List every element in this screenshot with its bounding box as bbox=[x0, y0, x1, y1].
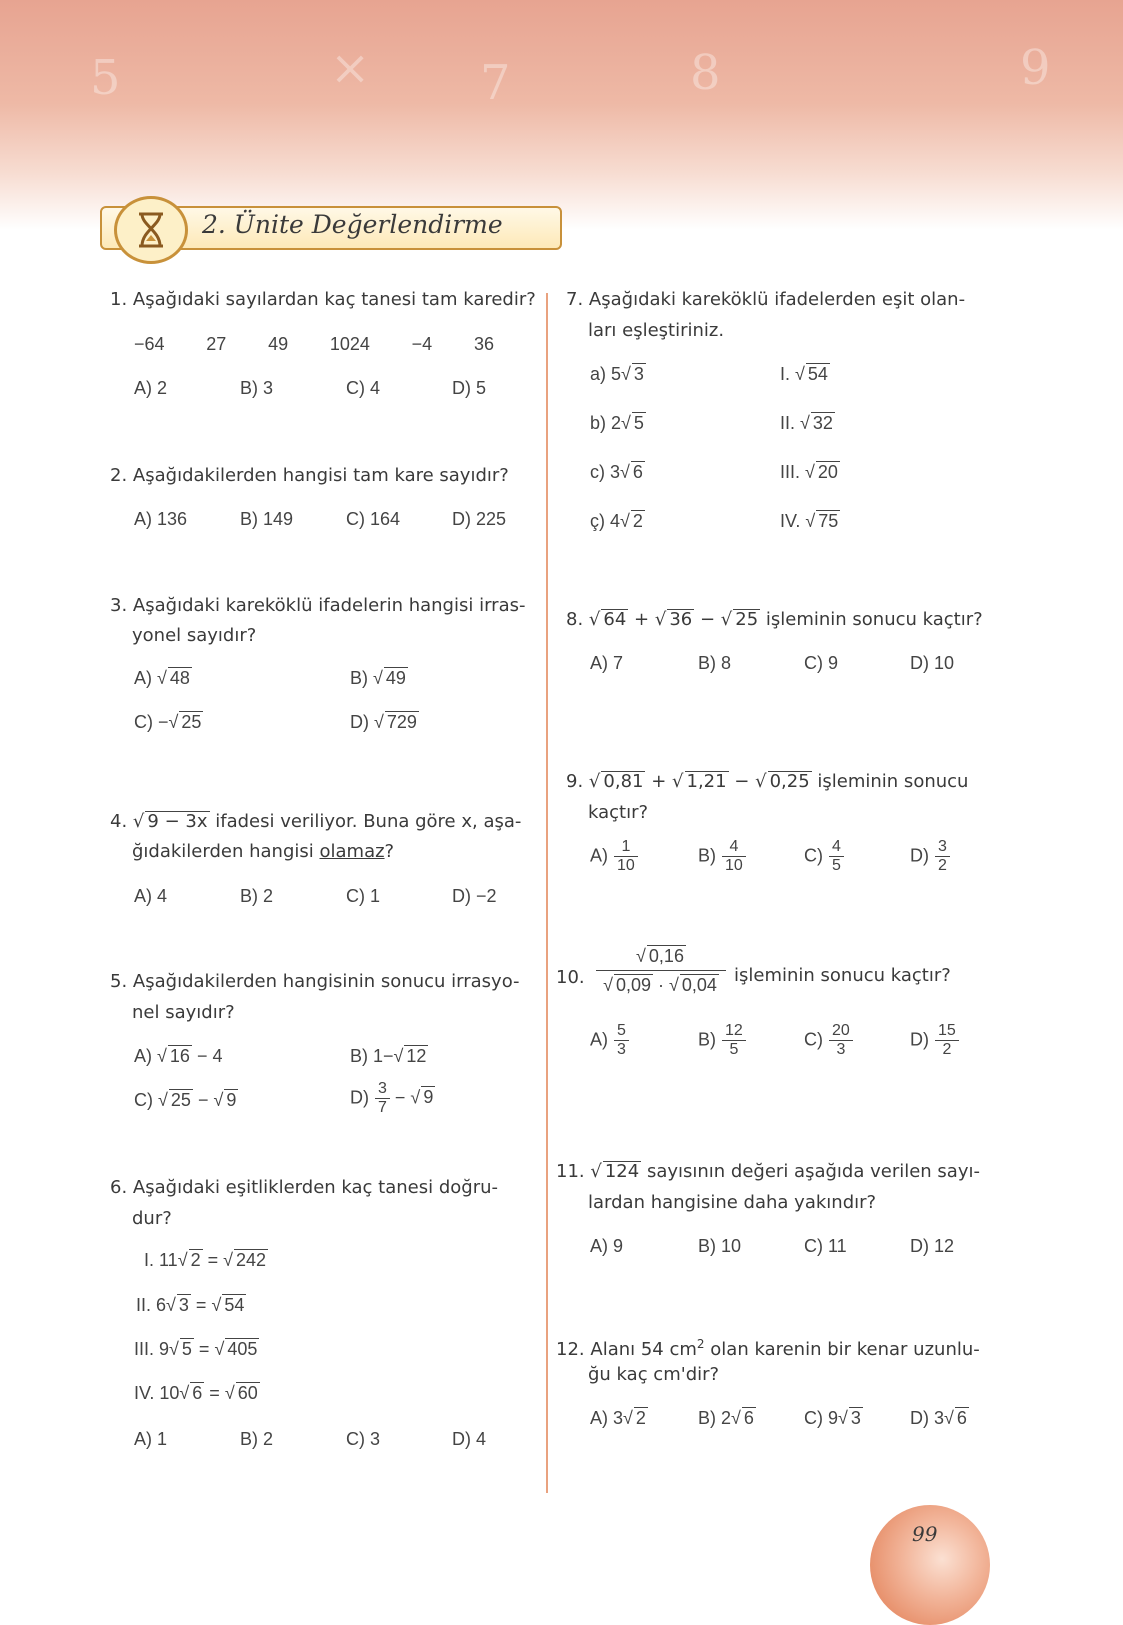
question-2 bbox=[110, 460, 509, 492]
option-c[interactable]: C) 11 bbox=[804, 1236, 847, 1256]
option-c[interactable]: C) 9√ 3 bbox=[804, 1408, 861, 1428]
header-background bbox=[0, 0, 1123, 230]
option-a[interactable] bbox=[590, 838, 638, 875]
option-a[interactable]: A) 3√ 2 bbox=[590, 1408, 646, 1428]
radicand: 0,09 bbox=[615, 975, 651, 995]
question-number: 9. bbox=[566, 771, 584, 792]
radicand: 49 bbox=[385, 668, 406, 688]
numerator: 3 bbox=[375, 1080, 390, 1099]
denominator: 10 bbox=[617, 857, 635, 874]
question-text-continued: lardan hangisine daha yakındır? bbox=[588, 1192, 877, 1213]
question-10-number: 10. bbox=[556, 967, 585, 988]
question-number: 6. bbox=[110, 1177, 128, 1198]
option-c[interactable]: C) 164 bbox=[346, 509, 401, 529]
denominator: 2 bbox=[938, 857, 947, 874]
option-b[interactable]: B) 2 bbox=[240, 886, 274, 906]
option-a[interactable]: A) 9 bbox=[590, 1236, 624, 1256]
question-3 bbox=[110, 590, 525, 622]
fraction bbox=[829, 1022, 853, 1059]
question-number: 7. bbox=[566, 289, 584, 310]
option-d[interactable]: D) −2 bbox=[452, 886, 497, 906]
fraction bbox=[722, 838, 746, 875]
option-b[interactable]: B) 149 bbox=[240, 509, 294, 529]
radicand: 9 bbox=[423, 1087, 434, 1108]
numerator: 4 bbox=[829, 838, 844, 857]
text-part: = bbox=[204, 1383, 225, 1403]
operator: + bbox=[645, 771, 673, 792]
question-6 bbox=[110, 1172, 498, 1204]
question-text-continued bbox=[132, 836, 394, 868]
page-number: 99 bbox=[912, 1522, 938, 1546]
superscript: 2 bbox=[696, 1337, 705, 1351]
question-10-fraction: √ 0,16 √ 0,09 · √ 0,04 bbox=[596, 944, 726, 997]
option-label: C) 9 bbox=[804, 1408, 839, 1428]
fraction bbox=[829, 838, 844, 875]
text-part: = bbox=[202, 1250, 224, 1270]
match-right-2[interactable]: II. √ 32 bbox=[780, 413, 833, 433]
value-list bbox=[134, 332, 494, 356]
radicand: 9 bbox=[226, 1090, 237, 1110]
option-a[interactable]: A) 136 bbox=[134, 509, 188, 529]
option-label: D) bbox=[350, 1087, 369, 1108]
denominator: 5 bbox=[729, 1041, 739, 1058]
operator: − bbox=[694, 609, 721, 630]
radicand: 6 bbox=[956, 1408, 967, 1428]
question-4: 4. √ 9 − 3x ifadesi veriliyor. Buna göre x, aşa- bbox=[110, 811, 522, 832]
match-right-3[interactable]: III. √ 20 bbox=[780, 462, 838, 482]
numerator: 15 bbox=[935, 1022, 959, 1041]
option-b[interactable]: B) 2√ 6 bbox=[698, 1408, 754, 1428]
question-text-continued: ğu kaç cm'dir? bbox=[588, 1364, 720, 1385]
option-b[interactable]: B) 3 bbox=[240, 378, 274, 398]
list-item: 36 bbox=[473, 334, 494, 354]
option-b[interactable]: B) 8 bbox=[698, 653, 732, 673]
question-8: 8. √ 64 + √ 36 − √ 25 işleminin sonucu kaçtır? bbox=[566, 609, 983, 630]
match-left-a[interactable]: a) 5√ 3 bbox=[590, 364, 644, 384]
background-digit-decoration: 9 bbox=[1020, 40, 1051, 96]
option-b[interactable]: B) 1−√ 12 bbox=[350, 1046, 427, 1066]
question-number: 8. bbox=[566, 609, 584, 630]
question-number: 5. bbox=[110, 971, 128, 992]
option-a[interactable] bbox=[590, 1022, 629, 1059]
statement-1: I. 11√ 2 = √ 242 bbox=[144, 1250, 267, 1270]
option-label: ç) 4 bbox=[590, 511, 621, 531]
radicand: 5 bbox=[633, 413, 644, 433]
radicand: 64 bbox=[603, 609, 627, 630]
question-text: işleminin sonucu kaçtır? bbox=[734, 965, 951, 986]
option-d[interactable]: D) 3√ 6 bbox=[910, 1408, 967, 1428]
option-c[interactable]: C) 9 bbox=[804, 653, 839, 673]
question-7 bbox=[566, 284, 965, 316]
option-c[interactable] bbox=[804, 838, 844, 875]
question-number: 3. bbox=[110, 595, 128, 616]
option-d[interactable]: D) $\frac{3}{7}$ − √ 9 bbox=[350, 1080, 434, 1116]
question-number: 12. bbox=[556, 1339, 585, 1360]
option-label: C) bbox=[804, 1029, 823, 1050]
numerator: 5 bbox=[614, 1022, 629, 1041]
option-label: c) 3 bbox=[590, 462, 621, 482]
option-label: D) bbox=[350, 712, 369, 732]
radicand: 3 bbox=[633, 364, 644, 384]
option-d[interactable] bbox=[910, 838, 950, 875]
radicand: 54 bbox=[224, 1295, 245, 1315]
option-label: I. bbox=[780, 364, 791, 384]
numerator: 20 bbox=[829, 1022, 853, 1041]
operator: · bbox=[653, 975, 669, 995]
radicand: 16 bbox=[169, 1046, 190, 1066]
option-b[interactable] bbox=[698, 838, 746, 875]
option-c[interactable]: C) −√ 25 bbox=[134, 712, 202, 732]
list-item: −4 bbox=[411, 334, 433, 354]
list-item: −64 bbox=[134, 334, 165, 354]
option-label: A) bbox=[134, 668, 152, 688]
numerator: 1 bbox=[614, 838, 638, 857]
option-d[interactable]: D) 12 bbox=[910, 1236, 955, 1256]
match-left-b[interactable]: b) 2√ 5 bbox=[590, 413, 644, 433]
option-label: b) 2 bbox=[590, 413, 622, 433]
option-label: IV. bbox=[780, 511, 801, 531]
text-part: ? bbox=[384, 841, 395, 862]
option-label: B) 2 bbox=[698, 1408, 732, 1428]
option-label: a) 5 bbox=[590, 364, 622, 384]
question-1 bbox=[110, 284, 536, 316]
option-label: A) 3 bbox=[590, 1408, 624, 1428]
statement-2: II. 6√ 3 = √ 54 bbox=[136, 1295, 245, 1315]
radicand: 2 bbox=[632, 511, 643, 531]
fraction bbox=[722, 1022, 746, 1059]
radicand: 242 bbox=[236, 1250, 267, 1270]
option-label: D) 3 bbox=[910, 1408, 945, 1428]
option-label: A) bbox=[134, 1046, 152, 1066]
option-label: A) bbox=[590, 1029, 608, 1050]
text-part: − 4 bbox=[191, 1046, 223, 1066]
numerator: 12 bbox=[722, 1022, 746, 1041]
page-title: 2. Ünite Değerlendirme bbox=[202, 210, 503, 239]
background-digit-decoration: 7 bbox=[480, 55, 511, 111]
option-c[interactable]: C) √ 25 − √ 9 bbox=[134, 1090, 237, 1110]
radicand: 54 bbox=[807, 364, 828, 384]
radicand: 0,25 bbox=[769, 771, 810, 792]
question-text: Alanı 54 cm bbox=[590, 1339, 697, 1360]
option-label: B) bbox=[350, 668, 368, 688]
radicand: 124 bbox=[604, 1161, 640, 1182]
fraction bbox=[935, 1022, 959, 1059]
radicand: 25 bbox=[170, 1090, 191, 1110]
option-b[interactable] bbox=[698, 1022, 746, 1059]
radicand: 6 bbox=[743, 1408, 754, 1428]
option-b[interactable]: B) 10 bbox=[698, 1236, 742, 1256]
text-part: = bbox=[190, 1295, 212, 1315]
radicand: 2 bbox=[190, 1250, 201, 1270]
option-label: II. bbox=[780, 413, 796, 433]
radicand: 1,21 bbox=[686, 771, 727, 792]
option-a[interactable]: A) √ 48 bbox=[134, 668, 190, 688]
radicand: 729 bbox=[386, 712, 417, 732]
question-text: sayısının değeri aşağıda verilen sayı- bbox=[646, 1161, 980, 1182]
statement-4: IV. 10√ 6 = √ 60 bbox=[134, 1383, 258, 1403]
radicand: 2 bbox=[635, 1408, 646, 1428]
hourglass-icon bbox=[114, 196, 188, 264]
option-d[interactable]: D) 10 bbox=[910, 653, 955, 673]
question-text: Aşağıdaki kareköklü ifadelerden eşit olan- bbox=[588, 289, 966, 310]
radicand: 48 bbox=[169, 668, 190, 688]
option-d[interactable]: D) 5 bbox=[452, 378, 487, 398]
operator: − bbox=[728, 771, 756, 792]
background-digit-decoration: × bbox=[330, 40, 371, 96]
numerator: 3 bbox=[935, 838, 950, 857]
radicand: 5 bbox=[181, 1339, 192, 1359]
radicand: 60 bbox=[237, 1383, 258, 1403]
statement-label: IV. 10 bbox=[134, 1383, 180, 1403]
option-d[interactable]: D) 225 bbox=[452, 509, 507, 529]
option-label: D) bbox=[910, 1029, 929, 1050]
statement-label: II. 6 bbox=[136, 1295, 167, 1315]
fraction bbox=[935, 838, 950, 875]
option-a[interactable]: A) 1 bbox=[134, 1429, 168, 1449]
column-divider bbox=[546, 293, 548, 1493]
match-right-4[interactable]: IV. √ 75 bbox=[780, 511, 839, 531]
denominator: 7 bbox=[378, 1099, 387, 1116]
denominator: 3 bbox=[617, 1041, 626, 1058]
statement-label: I. 11 bbox=[144, 1250, 178, 1270]
denominator: 5 bbox=[832, 857, 841, 874]
numerator: 4 bbox=[722, 838, 746, 857]
match-left-d[interactable]: ç) 4√ 2 bbox=[590, 511, 643, 531]
option-a[interactable]: A) 2 bbox=[134, 378, 168, 398]
background-digit-decoration: 8 bbox=[690, 45, 721, 101]
radicand: 0,16 bbox=[648, 946, 684, 966]
option-label: B) bbox=[698, 845, 716, 866]
question-number: 1. bbox=[110, 289, 128, 310]
radicand: 6 bbox=[632, 462, 643, 482]
option-c[interactable]: C) 4 bbox=[346, 378, 381, 398]
radicand: 32 bbox=[812, 413, 833, 433]
fraction bbox=[375, 1080, 390, 1117]
question-text: işleminin sonucu bbox=[817, 771, 969, 792]
text-part: − bbox=[389, 1087, 411, 1108]
option-c[interactable]: C) 1 bbox=[346, 886, 381, 906]
text-part: = bbox=[193, 1339, 215, 1359]
radicand: 25 bbox=[181, 712, 202, 732]
option-a[interactable]: A) 7 bbox=[590, 653, 624, 673]
fraction bbox=[614, 838, 638, 875]
question-number: 4. bbox=[110, 811, 128, 832]
option-label: B) 1− bbox=[350, 1046, 394, 1066]
question-11: 11. √ 124 sayısının değeri aşağıda verilen sayı- bbox=[556, 1161, 980, 1182]
statement-3: III. 9√ 5 = √ 405 bbox=[134, 1339, 258, 1359]
question-number: 11. bbox=[556, 1161, 585, 1182]
question-text-continued: kaçtır? bbox=[588, 802, 649, 823]
question-text: Aşağıdakilerden hangisinin sonucu irrasyo- bbox=[132, 971, 520, 992]
option-label: C) − bbox=[134, 712, 169, 732]
text-part: − bbox=[192, 1090, 214, 1110]
question-9: 9. √ 0,81 + √ 1,21 − √ 0,25 işleminin sonucu bbox=[566, 771, 969, 792]
radicand: 3 bbox=[178, 1295, 189, 1315]
option-a[interactable]: A) √ 16 − 4 bbox=[134, 1046, 223, 1066]
radicand: 25 bbox=[735, 609, 759, 630]
operator: + bbox=[628, 609, 655, 630]
option-c[interactable]: C) 3 bbox=[346, 1429, 381, 1449]
option-label: D) bbox=[910, 845, 929, 866]
underlined-word: olamaz bbox=[319, 841, 385, 862]
question-text: Aşağıdaki kareköklü ifadelerin hangisi irras- bbox=[132, 595, 526, 616]
question-text: ifadesi veriliyor. Buna göre x, aşa- bbox=[215, 811, 522, 832]
list-item: 49 bbox=[268, 334, 289, 354]
option-d[interactable] bbox=[910, 1022, 959, 1059]
question-text: Aşağıdaki eşitliklerden kaç tanesi doğru- bbox=[132, 1177, 498, 1198]
question-text-continued: nel sayıdır? bbox=[132, 1002, 235, 1023]
option-c[interactable] bbox=[804, 1022, 853, 1059]
option-label: III. bbox=[780, 462, 801, 482]
match-left-c[interactable]: c) 3√ 6 bbox=[590, 462, 643, 482]
radicand: 20 bbox=[817, 462, 838, 482]
question-text: işleminin sonucu kaçtır? bbox=[765, 609, 983, 630]
question-text-continued: ları eşleştiriniz. bbox=[588, 320, 725, 341]
option-label: C) bbox=[134, 1090, 153, 1110]
option-label: A) bbox=[590, 845, 608, 866]
radicand: 9 − 3x bbox=[147, 811, 208, 832]
question-text-continued: dur? bbox=[132, 1208, 172, 1229]
question-text: olan karenin bir kenar uzunlu- bbox=[704, 1339, 980, 1360]
question-5 bbox=[110, 966, 520, 998]
list-item: 1024 bbox=[329, 334, 370, 354]
background-digit-decoration: 5 bbox=[90, 50, 121, 106]
option-a[interactable]: A) 4 bbox=[134, 886, 168, 906]
denominator: 3 bbox=[836, 1041, 846, 1058]
radicand: 75 bbox=[818, 511, 839, 531]
fraction bbox=[614, 1022, 629, 1059]
statement-label: III. 9 bbox=[134, 1339, 170, 1359]
option-b[interactable]: B) √ 49 bbox=[350, 668, 406, 688]
question-text: Aşağıdaki sayılardan kaç tanesi tam karedir? bbox=[132, 289, 536, 310]
option-label: C) bbox=[804, 845, 823, 866]
option-b[interactable]: B) 2 bbox=[240, 1429, 274, 1449]
radicand: 6 bbox=[192, 1383, 203, 1403]
radicand: 0,04 bbox=[681, 975, 717, 995]
denominator: 10 bbox=[725, 857, 743, 874]
radicand: 36 bbox=[669, 609, 693, 630]
radicand: 3 bbox=[850, 1408, 861, 1428]
text-part: ğıdakilerden hangisi bbox=[132, 841, 320, 862]
question-text: Aşağıdakilerden hangisi tam kare sayıdır? bbox=[132, 465, 509, 486]
option-d[interactable]: D) 4 bbox=[452, 1429, 487, 1449]
list-item: 27 bbox=[206, 334, 227, 354]
question-number: 2. bbox=[110, 465, 128, 486]
question-text-continued: yonel sayıdır? bbox=[132, 625, 257, 646]
match-right-1[interactable]: I. √ 54 bbox=[780, 364, 828, 384]
option-label: B) bbox=[698, 1029, 716, 1050]
radicand: 0,81 bbox=[603, 771, 644, 792]
denominator: 2 bbox=[942, 1041, 952, 1058]
radicand: 12 bbox=[406, 1046, 427, 1066]
radicand: 405 bbox=[227, 1339, 258, 1359]
option-d[interactable]: D) √ 729 bbox=[350, 712, 417, 732]
